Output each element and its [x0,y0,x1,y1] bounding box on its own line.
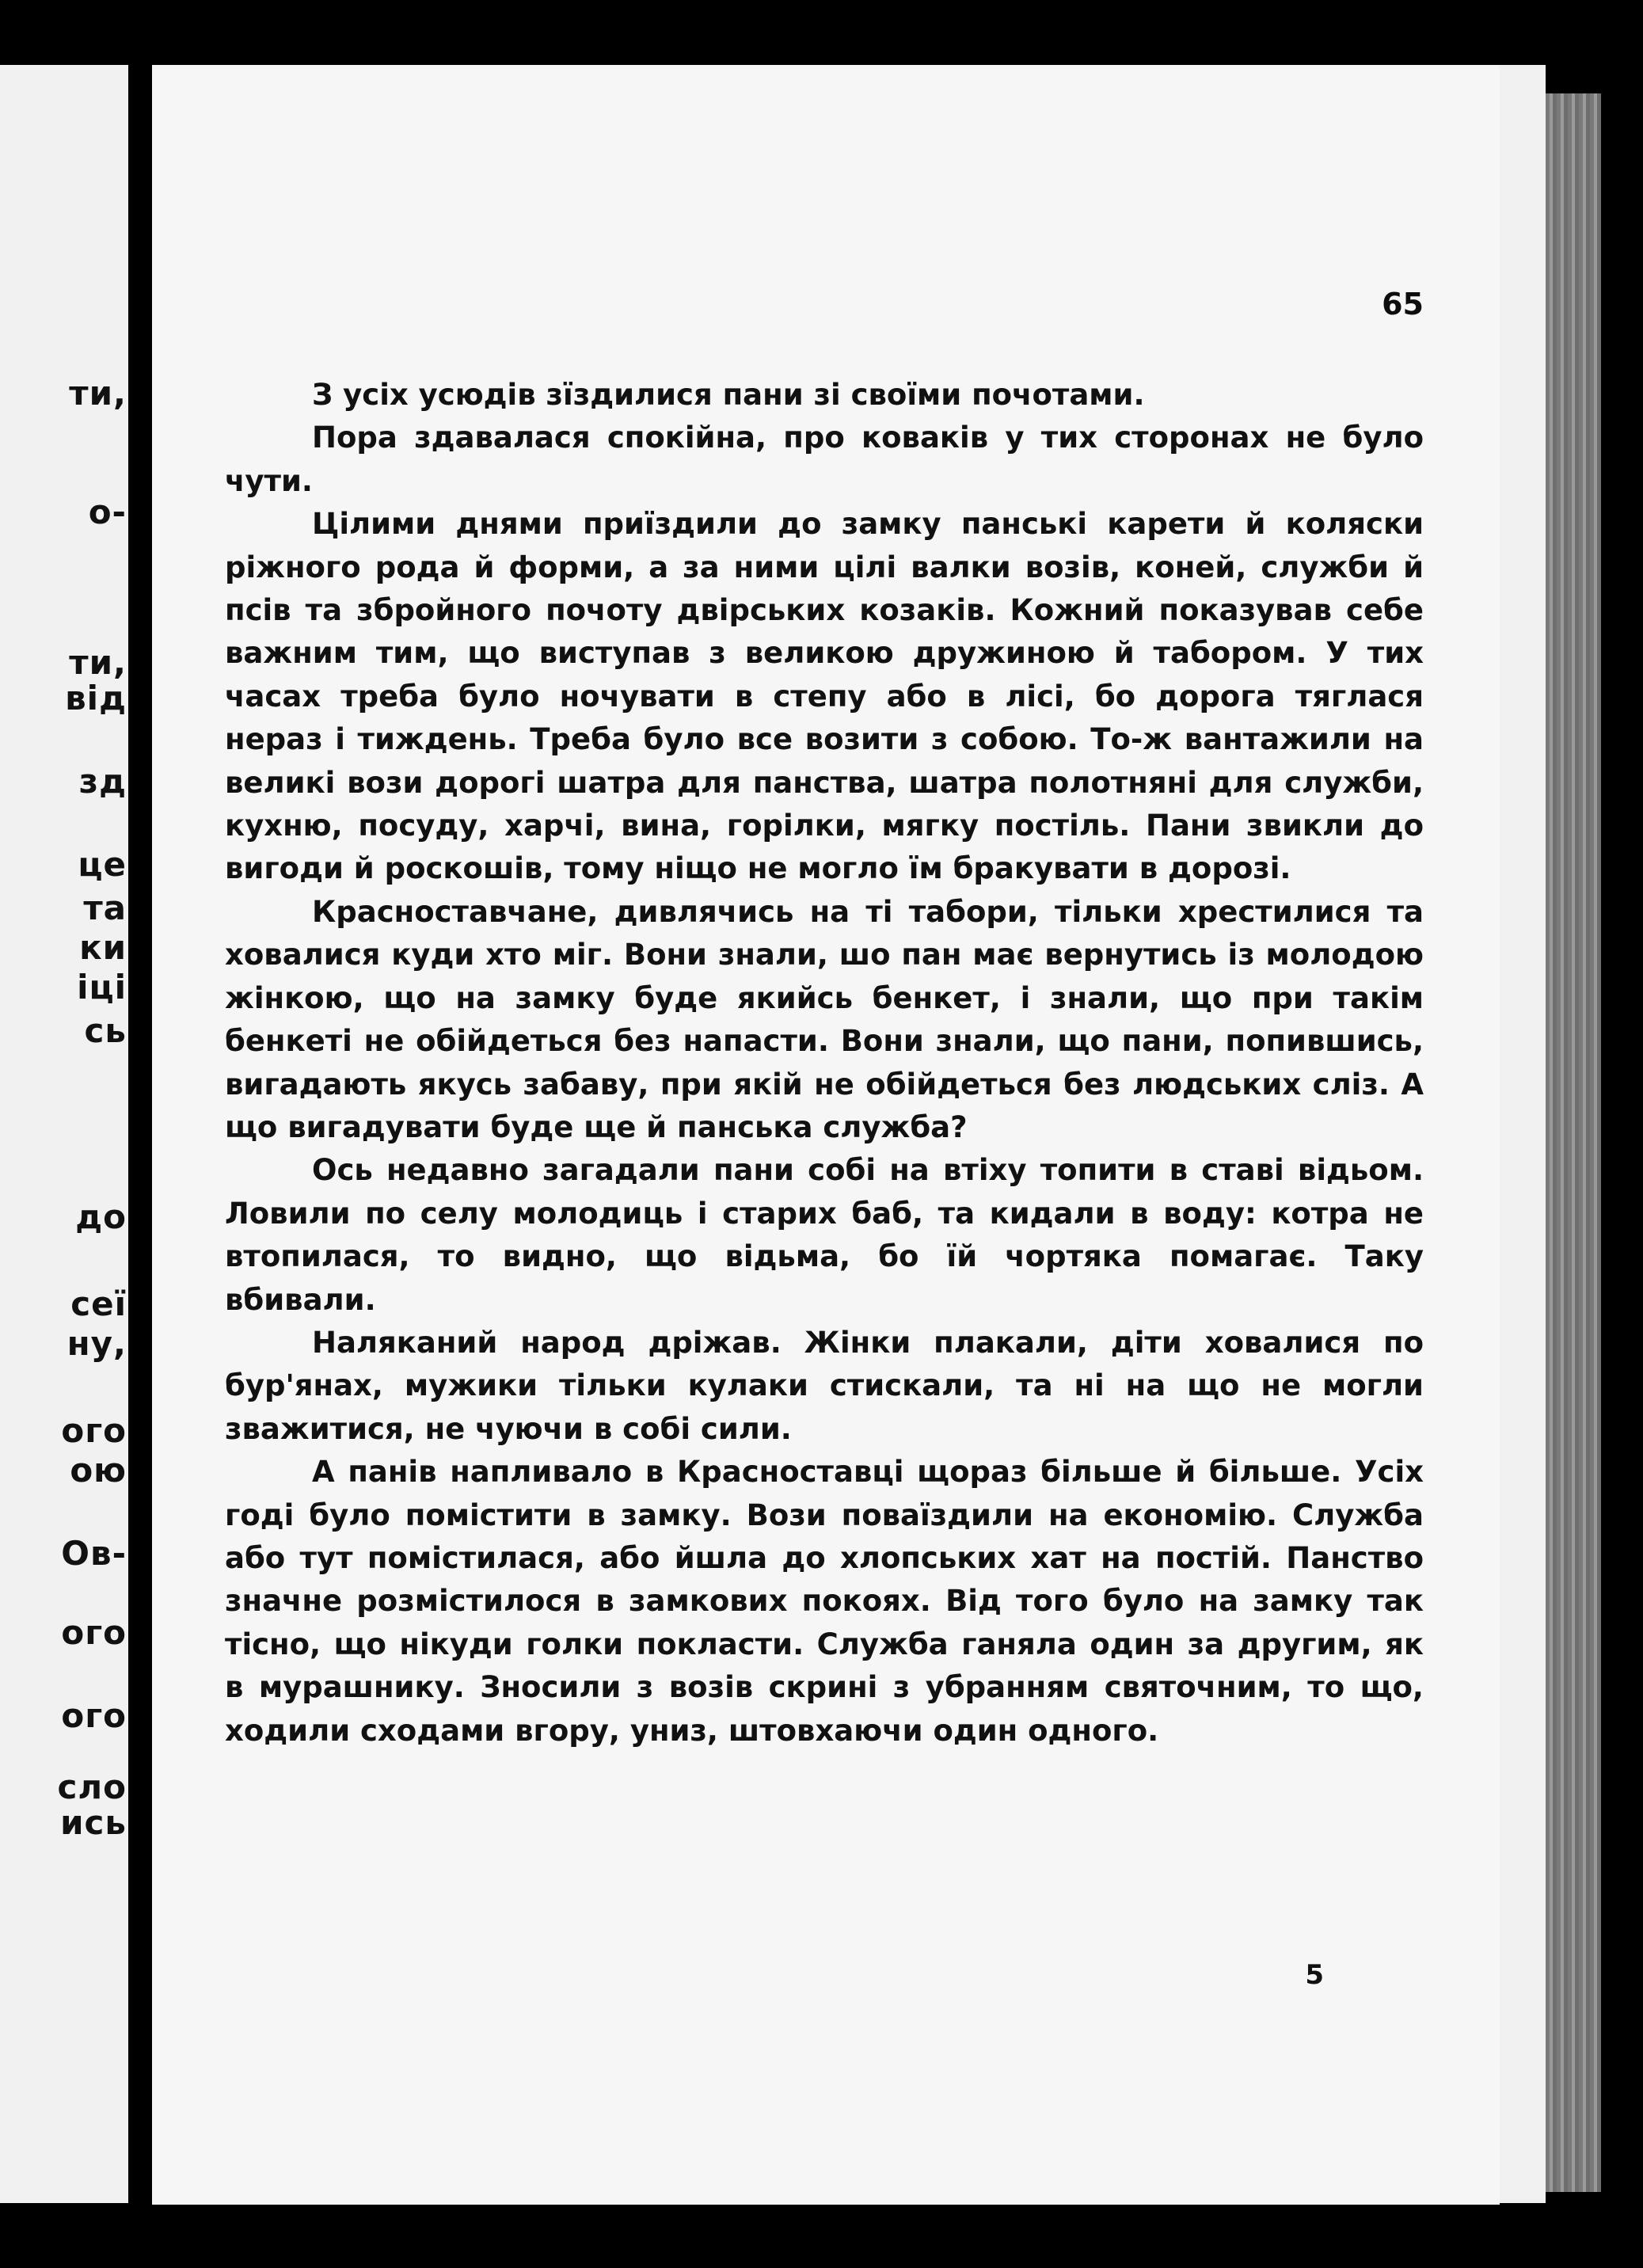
left-page-fragment: сь [84,1011,127,1050]
left-page-fragment: ти, [69,643,127,682]
page-edge [1500,65,1546,2203]
left-page-edge [0,65,128,2203]
left-page-fragment: іці [77,968,127,1007]
paragraph: Наляканий народ дріжав. Жінки плакали, діти ховалися по бур'янах, мужики тільки кулаки стискали, та ні на що не могли зважитися, не чуючи в собі сили. [225,1325,1424,1446]
left-page-fragment: Ов- [61,1534,127,1573]
page-text [225,374,1424,1752]
paragraph: Ось недавно загадали пани собі на втіху топити в ставі відьом. Ловили по селу молодиць і старих баб, та кидали в воду: котра не втопилася, то видно, що відьма, бо їй чортяка помагає. Таку вбивали. [225,1153,1424,1317]
left-page-fragment: та [83,889,127,927]
left-page-fragment: ою [70,1451,127,1490]
left-page-fragment: ну, [67,1324,127,1363]
book-page [152,65,1500,2205]
left-page-fragment: ти, [69,374,127,413]
page-stack-edges [1546,93,1601,2192]
left-page-fragment: сеї [70,1284,127,1323]
left-page-fragment: ого [61,1696,127,1735]
left-page-fragment: від [65,679,127,717]
paragraph: З усіх усюдів зїздилися пани зі своїми почотами. [312,378,1145,412]
left-page-fragment: до [75,1197,127,1236]
page-number: 65 [1382,287,1424,322]
left-page-fragment: о- [88,493,127,531]
left-page-fragment: ого [61,1613,127,1652]
left-page-fragment: зд [78,762,127,801]
paragraph: Цілими днями приїздили до замку панські карети й коляски ріжного рода й форми, а за ними цілі валки возів, коней, служби й псів та збройного почоту двірських козаків. Кожний показував себе важним тим, що виступав з великою дружиною й табором. У тих часах треба було ночувати в степу або в лісі, бо дорога тяглася нераз і тиждень. Треба було все возити з собою. То-ж вантажили на великі вози дорогі шатра для панства, шатра полотняні для служби, кухню, посуду, харчі, вина, горілки, мягку постіль. Пани звикли до вигоди й роскошів, тому ніщо не могло їм бракувати в дорозі. [225,507,1424,886]
scan-top-border [0,0,1643,63]
paragraph: А панів напливало в Красноставці щораз більше й більше. Усіх годі було помістити в замку. Вози поваїздили на економію. Служба або тут помістилася, або йшла до хлопських хат на постій. Панство значне розмістилося в замкових покоях. Від того було на замку так тісно, що нікуди голки покласти. Служба ганяла один за другим, як в мурашнику. Зносили з возів скрині з убранням святочним, то що, ходили сходами вгору, униз, штовхаючи один одного. [225,1455,1424,1748]
left-page-fragment: ись [60,1803,127,1842]
signature-mark: 5 [1305,1959,1324,1991]
paragraph: Пора здавалася спокійна, про ковакiв у тих сторонах не було чути. [225,420,1424,498]
left-page-fragment: ого [61,1411,127,1450]
paragraph: Красноставчане, дивлячись на ті табори, тільки хрестилися та ховалися куди хто міг. Вони знали, шо пан має вернутись із молодою жінкою, що на замку буде якийсь бенкет, і знали, що при такім бенкеті не обійдеться без напасти. Вони знали, що пани, попившись, вигадають якусь забаву, при якій не обійдеться без людських сліз. А що вигадувати буде ще й панська служба? [225,894,1424,1144]
left-page-fragment: сло [57,1768,127,1806]
left-page-fragment: ки [79,928,127,967]
book-gutter [128,55,152,2225]
left-page-fragment: це [78,845,127,884]
